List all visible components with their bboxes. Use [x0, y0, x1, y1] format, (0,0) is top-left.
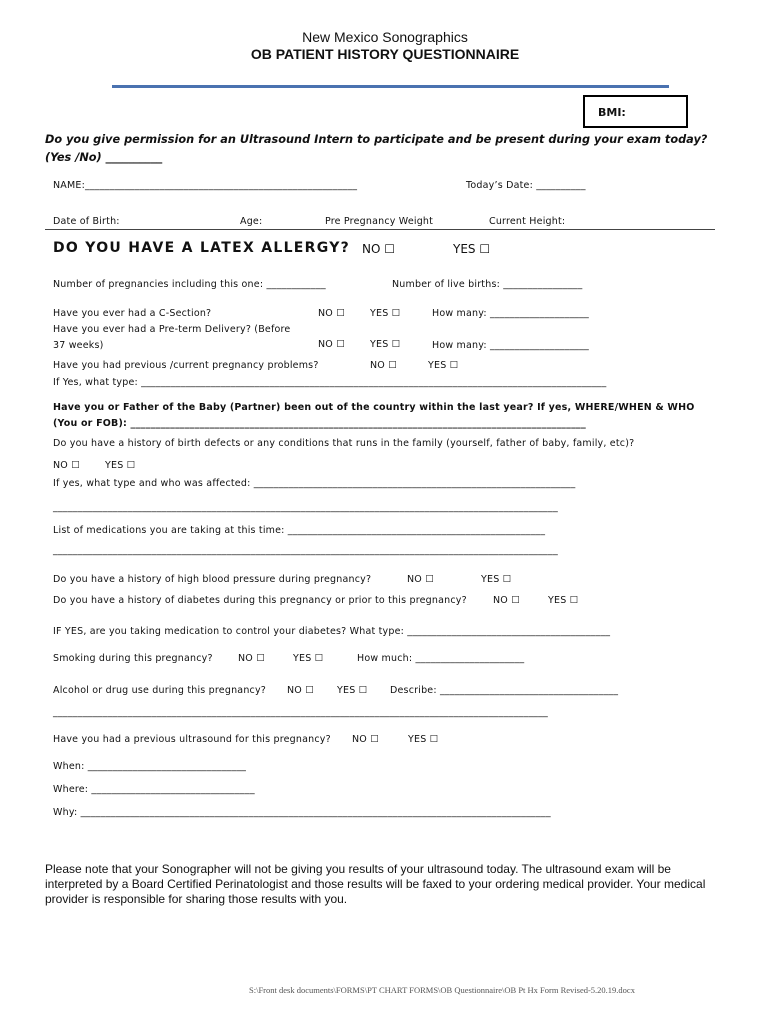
ultrasound-why-field[interactable]: Why: _______________________________________________________________________________________________ — [53, 807, 551, 818]
preterm-how-many-field[interactable]: How many: ____________________ — [432, 340, 589, 351]
latex-no-checkbox[interactable]: NO ☐ — [362, 242, 395, 256]
latex-allergy-question: DO YOU HAVE A LATEX ALLERGY? — [53, 240, 351, 256]
form-title: OB PATIENT HISTORY QUESTIONNAIRE — [250, 46, 520, 62]
smoking-yes-checkbox[interactable]: YES ☐ — [293, 653, 324, 664]
csection-no-checkbox[interactable]: NO ☐ — [318, 308, 345, 319]
pregnancies-field[interactable]: Number of pregnancies including this one: ____________ — [53, 279, 326, 290]
alcohol-yes-checkbox[interactable]: YES ☐ — [337, 685, 368, 696]
ultrasound-where-field[interactable]: Where: _________________________________ — [53, 784, 255, 795]
bp-no-checkbox[interactable]: NO ☐ — [407, 574, 434, 585]
diabetes-no-checkbox[interactable]: NO ☐ — [493, 595, 520, 606]
alcohol-question: Alcohol or drug use during this pregnancy? — [53, 685, 267, 696]
ultrasound-when-field[interactable]: When: ________________________________ — [53, 761, 247, 772]
smoking-question: Smoking during this pregnancy? — [53, 653, 213, 664]
csection-how-many-field[interactable]: How many: ____________________ — [432, 308, 589, 319]
diabetes-medication-field[interactable]: IF YES, are you taking medication to control your diabetes? What type: _________________________________________ — [53, 626, 611, 637]
pre-pregnancy-weight-label: Pre Pregnancy Weight — [325, 216, 434, 227]
age-label: Age: — [240, 216, 263, 227]
ultrasound-no-checkbox[interactable]: NO ☐ — [352, 734, 379, 745]
medications-blank-line[interactable]: ______________________________________________________________________________________________________ — [53, 545, 558, 556]
csection-question: Have you ever had a C-Section? — [53, 308, 212, 319]
preterm-yes-checkbox[interactable]: YES ☐ — [370, 339, 401, 350]
alcohol-no-checkbox[interactable]: NO ☐ — [287, 685, 314, 696]
problems-no-checkbox[interactable]: NO ☐ — [370, 360, 397, 371]
previous-ultrasound-question: Have you had a previous ultrasound for this pregnancy? — [53, 734, 331, 745]
problems-yes-checkbox[interactable]: YES ☐ — [428, 360, 459, 371]
alcohol-blank-line[interactable]: ____________________________________________________________________________________________________ — [53, 707, 548, 718]
header-divider — [112, 85, 669, 88]
medications-field[interactable]: List of medications you are taking at this time: ____________________________________________________ — [53, 525, 546, 536]
smoking-no-checkbox[interactable]: NO ☐ — [238, 653, 265, 664]
birth-defects-question: Do you have a history of birth defects or any conditions that runs in the family (yourself, father of baby, family, etc)? — [53, 438, 635, 449]
ultrasound-yes-checkbox[interactable]: YES ☐ — [408, 734, 439, 745]
section-divider — [45, 229, 715, 230]
travel-question: Have you or Father of the Baby (Partner) been out of the country within the last year? If yes, WHERE/WHEN & WHO — [53, 402, 695, 413]
birth-defects-type-field[interactable]: If yes, what type and who was affected: _________________________________________________________________ — [53, 478, 576, 489]
file-path-footer: S:\Front desk documents\FORMS\PT CHART FORMS\OB Questionnaire\OB Pt Hx Form Revised-5.20.19.docx — [249, 985, 635, 995]
birth-defects-no-checkbox[interactable]: NO ☐ — [53, 460, 80, 471]
results-notice: Please note that your Sonographer will not be giving you results of your ultrasound today. The ultrasound exam will be interpreted by a Board Certified Perinatologist and those results will be faxed to your ordering medical provider. Your medical provider is responsible for sharing those results with you. — [45, 862, 706, 906]
preterm-no-checkbox[interactable]: NO ☐ — [318, 339, 345, 350]
latex-yes-checkbox[interactable]: YES ☐ — [453, 242, 491, 256]
blood-pressure-question: Do you have a history of high blood pressure during pregnancy? — [53, 574, 372, 585]
travel-answer-field[interactable]: (You or FOB): ____________________________________________________________________________________________ — [53, 418, 586, 429]
smoking-how-much-field[interactable]: How much: ______________________ — [357, 653, 525, 664]
csection-yes-checkbox[interactable]: YES ☐ — [370, 308, 401, 319]
preterm-question: Have you ever had a Pre-term Delivery? (Before — [53, 324, 291, 335]
diabetes-question: Do you have a history of diabetes during this pregnancy or prior to this pregnancy? — [53, 595, 467, 606]
dob-label: Date of Birth: — [53, 216, 120, 227]
problems-type-field[interactable]: If Yes, what type: ______________________________________________________________________________________________ — [53, 377, 607, 388]
birth-defects-yes-checkbox[interactable]: YES ☐ — [105, 460, 136, 471]
bp-yes-checkbox[interactable]: YES ☐ — [481, 574, 512, 585]
current-height-label: Current Height: — [489, 216, 566, 227]
live-births-field[interactable]: Number of live births: ________________ — [392, 279, 583, 290]
todays-date-field[interactable]: Today’s Date: __________ — [466, 180, 586, 191]
permission-answer[interactable]: (Yes /No) __________ — [45, 151, 163, 164]
organization-name: New Mexico Sonographics — [302, 29, 468, 45]
pregnancy-problems-question: Have you had previous /current pregnancy problems? — [53, 360, 319, 371]
birth-defects-blank-line[interactable]: ______________________________________________________________________________________________________ — [53, 502, 558, 513]
diabetes-yes-checkbox[interactable]: YES ☐ — [548, 595, 579, 606]
permission-question: Do you give permission for an Ultrasound Intern to participate and be present during your exam today? — [45, 133, 708, 146]
alcohol-describe-field[interactable]: Describe: ____________________________________ — [390, 685, 619, 696]
preterm-question-cont: 37 weeks) — [53, 340, 104, 351]
name-field[interactable]: NAME:_______________________________________________________ — [53, 180, 358, 191]
bmi-box[interactable]: BMI: — [583, 95, 688, 128]
